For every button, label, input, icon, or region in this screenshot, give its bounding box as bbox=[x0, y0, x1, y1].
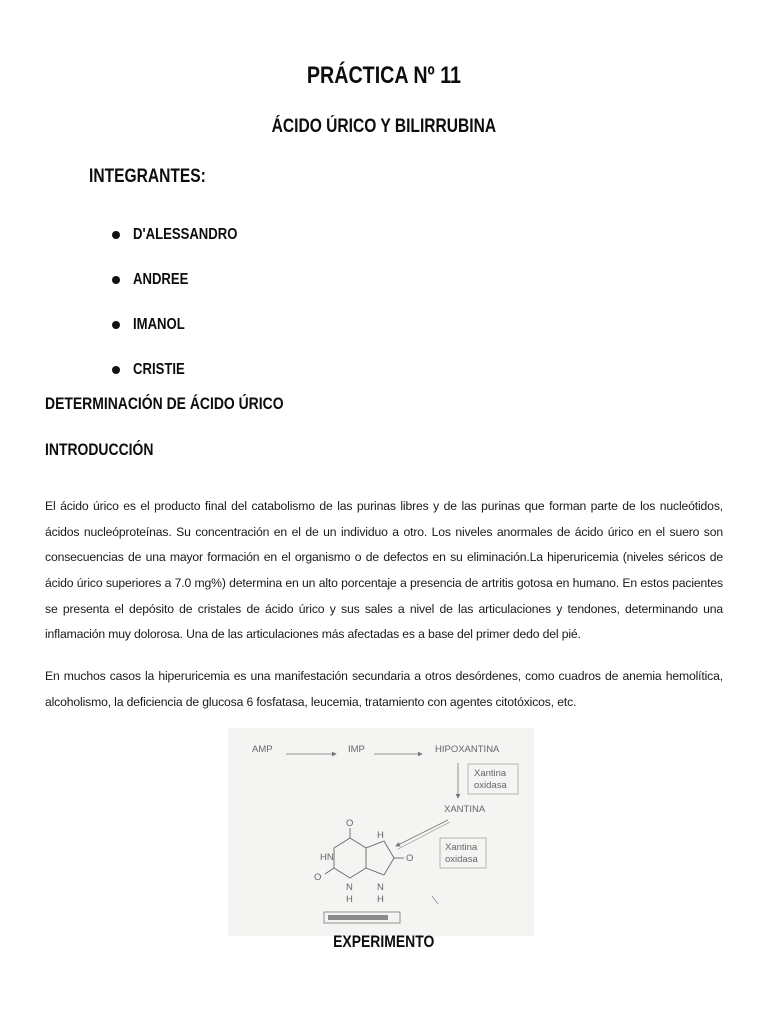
atom-o-left: O bbox=[314, 872, 322, 883]
list-item bbox=[112, 347, 260, 392]
list-item bbox=[112, 257, 260, 302]
arrow-shadow bbox=[398, 822, 450, 849]
enzyme-2-line-1: Xantina bbox=[445, 842, 478, 853]
amp-label: AMP bbox=[252, 744, 273, 755]
intro-paragraph-1: El ácido úrico es el producto final del catabolismo de las purinas libres y de las purinas que forman parte de los nucleótidos, ácidos nucleóproteínas. Su concentración en el de un individuo a otro. Los niveles anormales de ácido úrico en el suero son consecuencias de una mayor formación en el organismo o de defectos en su eliminación.La hiperuricemia (niveles séricos de ácido úrico superiores a 7.0 mg%) determina en un alto porcentaje a presencia de artritis gotosa en humano. En estos pacientes se presenta el depósito de cristales de ácido úrico y sus sales a nivel de las articulaciones y tendones, determinando una inflamación muy dolorosa. Una de las articulaciones más afectadas es a base del primer dedo del pié. bbox=[45, 499, 723, 642]
enzyme-1-line-1: Xantina bbox=[474, 768, 507, 779]
enzyme-1-line-2: oxidasa bbox=[474, 780, 507, 791]
atom-o-top: O bbox=[346, 818, 354, 829]
bullet-icon bbox=[112, 276, 120, 284]
enzyme-2-line-2: oxidasa bbox=[445, 854, 478, 865]
bullet-icon bbox=[112, 366, 120, 374]
members-list bbox=[112, 212, 260, 392]
list-item bbox=[112, 302, 260, 347]
atom-h-bottom: H bbox=[346, 894, 353, 905]
member-name: ANDREE bbox=[133, 270, 189, 288]
pathway-diagram bbox=[228, 728, 534, 936]
intro-heading: INTRODUCCIÓN bbox=[45, 440, 154, 459]
bullet-icon bbox=[112, 231, 120, 239]
atom-n-bottom: N bbox=[346, 882, 353, 893]
subtitle-row bbox=[0, 116, 768, 138]
members-heading: INTEGRANTES: bbox=[89, 166, 206, 187]
atom-h-bottom-right: H bbox=[377, 894, 384, 905]
member-name: D'ALESSANDRO bbox=[133, 225, 238, 243]
xantina-label: XANTINA bbox=[444, 804, 486, 815]
page-title: PRÁCTICA Nº 11 bbox=[306, 62, 462, 89]
list-item bbox=[112, 212, 260, 257]
member-name: CRISTIE bbox=[133, 360, 185, 378]
imp-label: IMP bbox=[348, 744, 365, 755]
page-subtitle: ÁCIDO ÚRICO Y BILIRRUBINA bbox=[271, 116, 497, 137]
atom-o-right: O bbox=[406, 853, 414, 864]
atom-h-top: H bbox=[377, 830, 384, 841]
experiment-row bbox=[0, 932, 768, 952]
member-name: IMANOL bbox=[133, 315, 185, 333]
bullet-icon bbox=[112, 321, 120, 329]
atom-hn: HN bbox=[320, 852, 334, 863]
section-heading: DETERMINACIÓN DE ÁCIDO ÚRICO bbox=[45, 394, 284, 413]
title-row bbox=[0, 62, 768, 90]
uric-acid-pathway-figure bbox=[228, 728, 534, 936]
stray-mark bbox=[432, 896, 438, 904]
experiment-heading: EXPERIMENTO bbox=[333, 932, 435, 951]
intro-paragraph-2: En muchos casos la hiperuricemia es una manifestación secundaria a otros desórdenes, como cuadros de anemia hemolítica, alcoholismo, la deficiencia de glucosa 6 fosfatasa, leucemia, tratamiento con agentes citotóxicos, etc. bbox=[45, 669, 723, 709]
uric-acid-structure bbox=[325, 828, 404, 878]
caption-smudge bbox=[328, 915, 388, 920]
hipoxantina-label: HIPOXANTINA bbox=[435, 744, 500, 755]
atom-n-bottom-right: N bbox=[377, 882, 384, 893]
